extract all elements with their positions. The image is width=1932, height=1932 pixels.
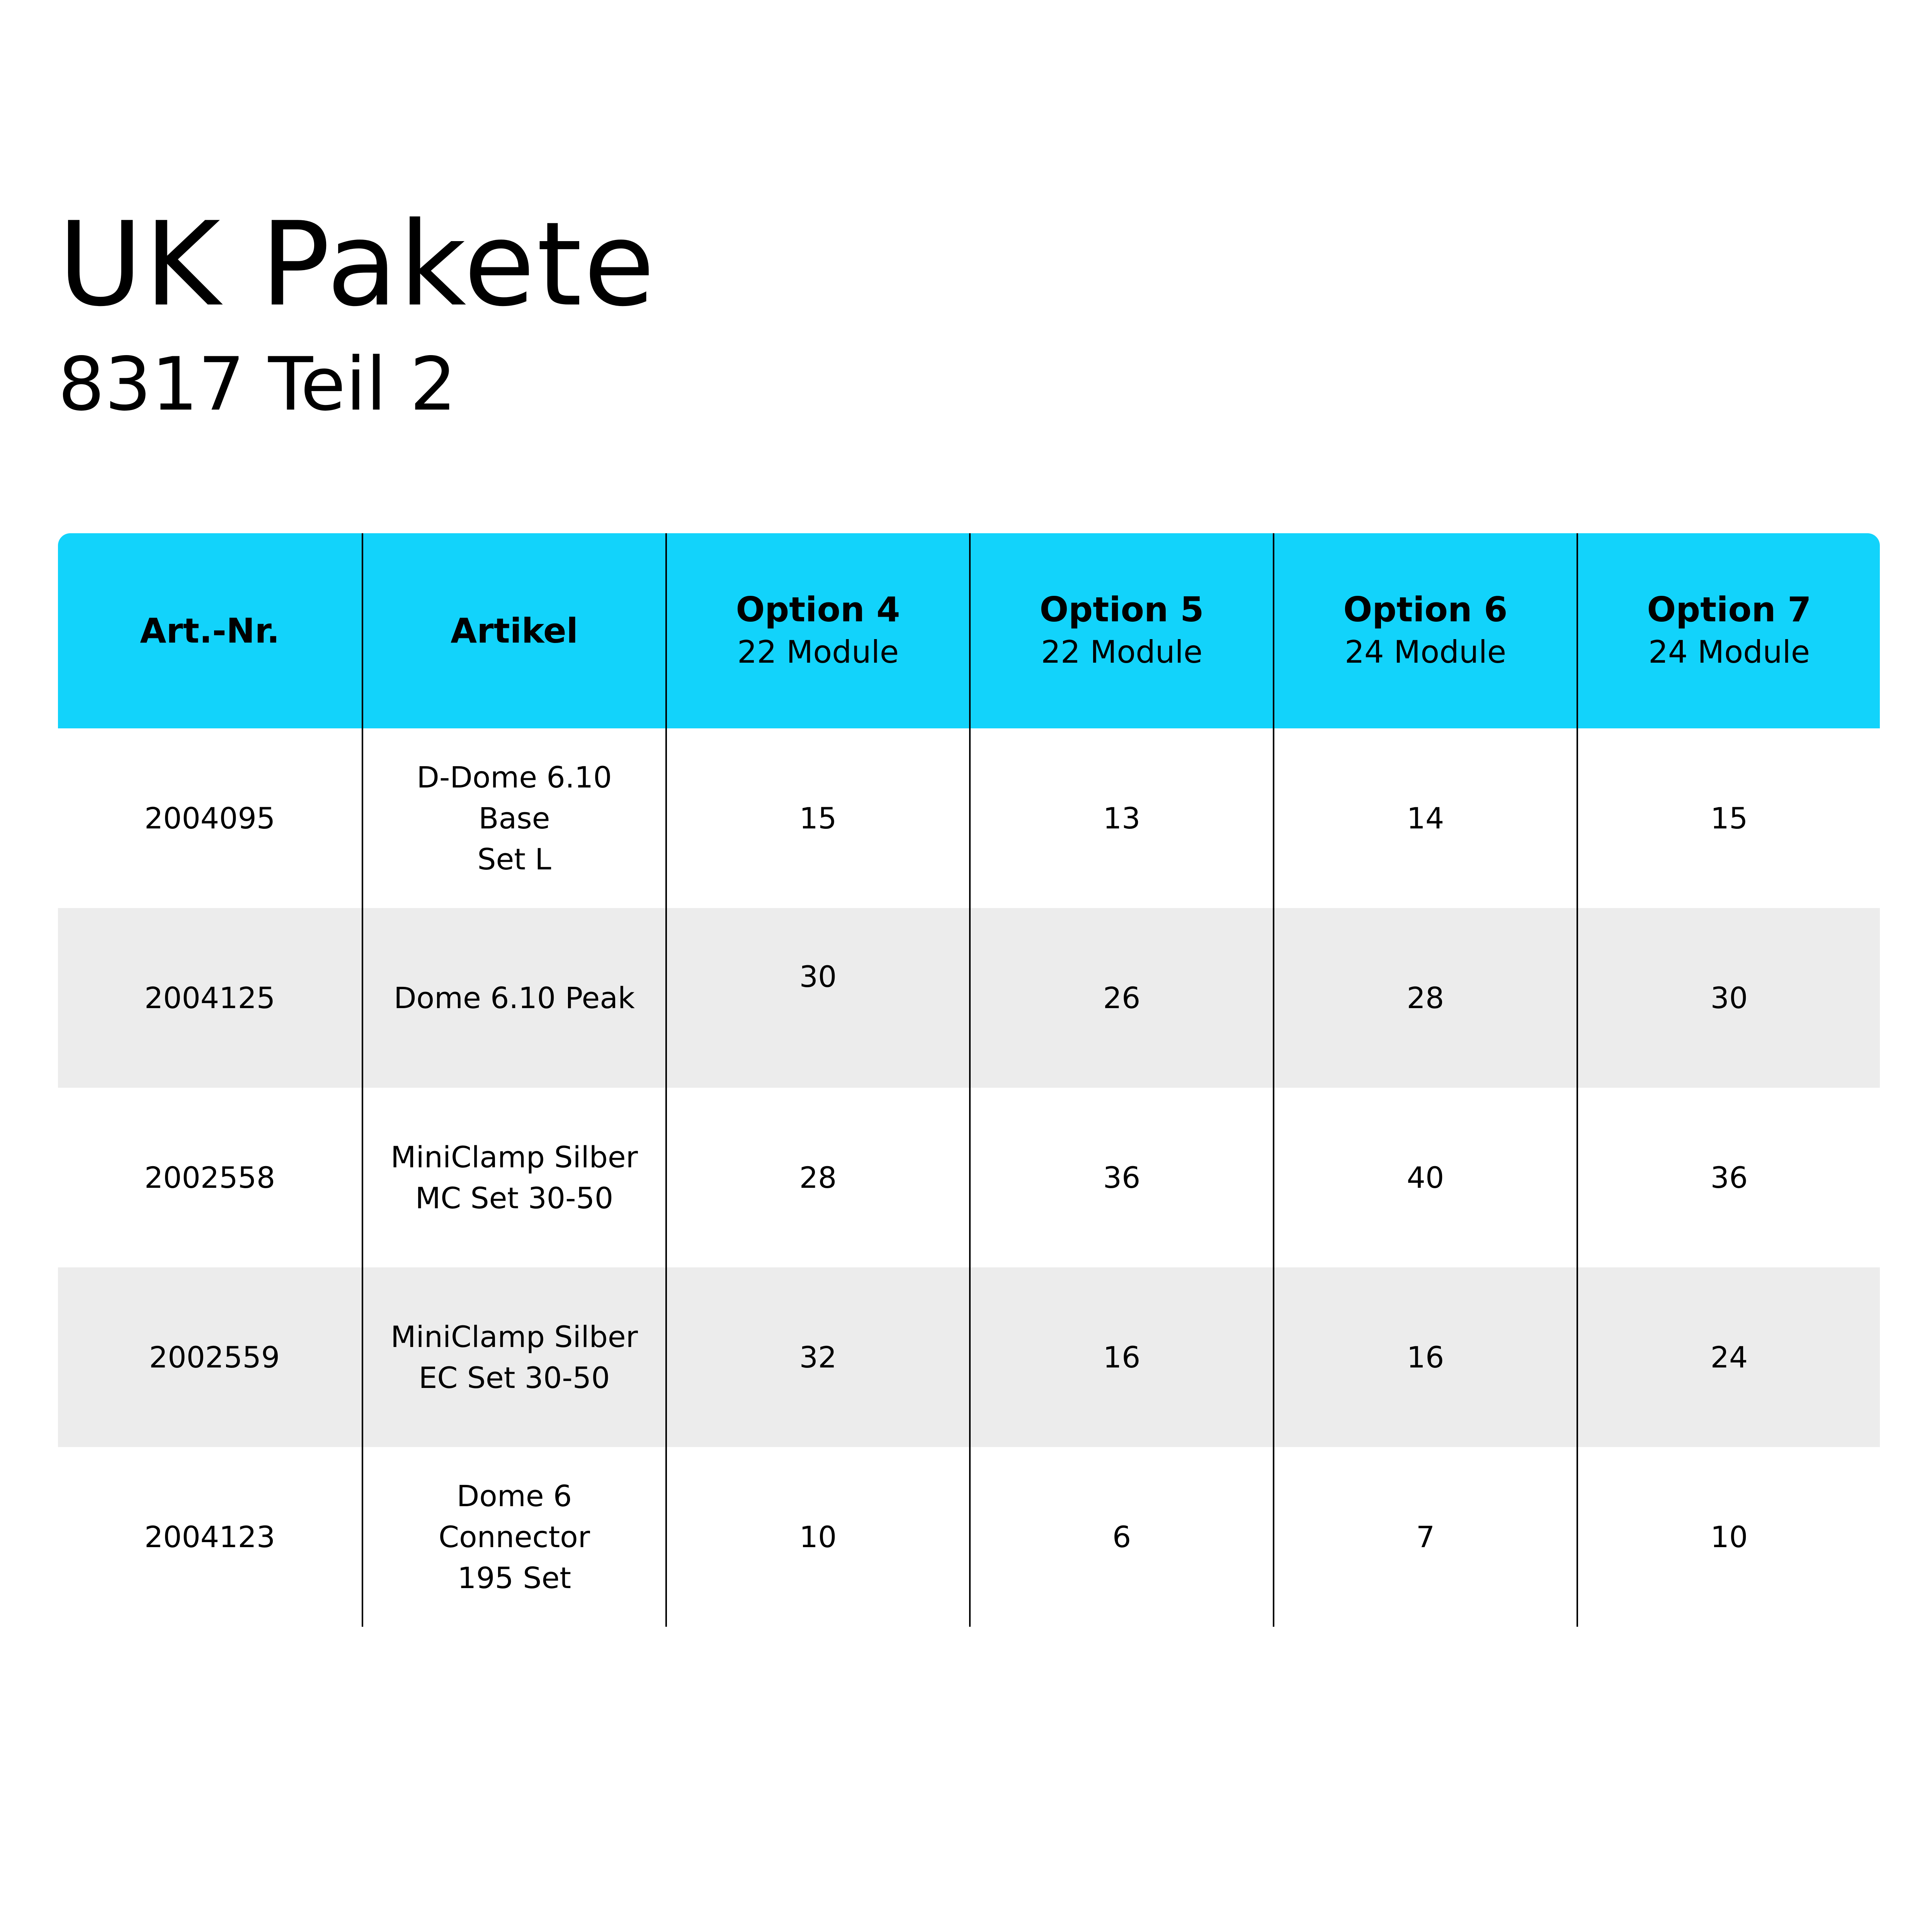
package-table xyxy=(58,533,1880,1627)
quantity-value: 10 xyxy=(1710,1519,1748,1554)
table-row xyxy=(58,908,1880,1088)
art-nr-value: 2004123 xyxy=(144,1519,276,1554)
header-art-nr xyxy=(58,533,362,728)
quantity-value: 30 xyxy=(1710,980,1748,1015)
header-option-5 xyxy=(969,533,1273,728)
table-row xyxy=(58,728,1880,908)
header-option-modules: 22 Module xyxy=(737,634,899,670)
option-6-cell xyxy=(1273,908,1577,1088)
option-5-cell xyxy=(969,728,1273,908)
quantity-value: 7 xyxy=(1416,1519,1435,1554)
artikel-cell xyxy=(362,1447,665,1627)
artikel-value: MiniClamp Silber EC Set 30-50 xyxy=(391,1319,638,1395)
option-5-cell xyxy=(969,1447,1273,1627)
quantity-value: 15 xyxy=(799,801,837,835)
art-nr-cell xyxy=(58,1088,362,1267)
artikel-cell xyxy=(362,908,665,1088)
header-option-label: Option 5 xyxy=(1039,589,1204,629)
option-6-cell xyxy=(1273,1088,1577,1267)
page-title: UK Pakete xyxy=(58,197,656,332)
quantity-value: 13 xyxy=(1103,801,1141,835)
option-7-cell xyxy=(1577,1447,1880,1627)
quantity-value: 26 xyxy=(1103,980,1141,1015)
quantity-value: 10 xyxy=(799,1519,837,1554)
artikel-cell xyxy=(362,1088,665,1267)
art-nr-value: 2002559 xyxy=(149,1340,280,1374)
quantity-value: 16 xyxy=(1406,1340,1444,1374)
quantity-value: 15 xyxy=(1710,801,1748,835)
quantity-value: 36 xyxy=(1710,1160,1748,1195)
header-option-modules: 24 Module xyxy=(1344,634,1507,670)
table-row xyxy=(58,1088,1880,1267)
table-header xyxy=(58,533,1880,728)
artikel-cell xyxy=(362,728,665,908)
option-4-cell xyxy=(665,1447,969,1627)
page-subtitle: 8317 Teil 2 xyxy=(58,342,457,427)
option-4-cell xyxy=(665,1088,969,1267)
option-5-cell xyxy=(969,1267,1273,1447)
option-7-cell xyxy=(1577,728,1880,908)
header-option-label: Option 6 xyxy=(1343,589,1508,629)
option-4-cell xyxy=(665,908,969,1088)
header-option-label: Option 4 xyxy=(736,589,900,629)
quantity-value: 40 xyxy=(1406,1160,1444,1195)
quantity-value: 32 xyxy=(799,1340,837,1374)
artikel-value: Dome 6.10 Peak xyxy=(394,980,635,1015)
quantity-value: 30 xyxy=(799,959,837,994)
header-option-7 xyxy=(1577,533,1880,728)
header-option-modules: 22 Module xyxy=(1041,634,1203,670)
quantity-value: 24 xyxy=(1710,1340,1748,1374)
option-5-cell xyxy=(969,1088,1273,1267)
header-option-modules: 24 Module xyxy=(1648,634,1810,670)
header-option-6 xyxy=(1273,533,1577,728)
header-option-4 xyxy=(665,533,969,728)
option-4-cell xyxy=(665,1267,969,1447)
option-7-cell xyxy=(1577,1267,1880,1447)
quantity-value: 16 xyxy=(1103,1340,1141,1374)
artikel-value: D-Dome 6.10 Base Set L xyxy=(417,760,612,876)
table-row xyxy=(58,1447,1880,1627)
art-nr-value: 2004095 xyxy=(144,801,276,835)
art-nr-value: 2004125 xyxy=(144,980,276,1015)
quantity-value: 14 xyxy=(1406,801,1444,835)
option-6-cell xyxy=(1273,1267,1577,1447)
quantity-value: 6 xyxy=(1112,1519,1131,1554)
quantity-value: 28 xyxy=(1406,980,1444,1015)
option-7-cell xyxy=(1577,1088,1880,1267)
header-artikel xyxy=(362,533,665,728)
option-6-cell xyxy=(1273,728,1577,908)
option-7-cell xyxy=(1577,908,1880,1088)
table-row xyxy=(58,1267,1880,1447)
art-nr-cell xyxy=(58,908,362,1088)
art-nr-cell xyxy=(58,1267,362,1447)
option-4-cell xyxy=(665,728,969,908)
option-5-cell xyxy=(969,908,1273,1088)
art-nr-cell xyxy=(58,1447,362,1627)
artikel-cell xyxy=(362,1267,665,1447)
artikel-value: Dome 6 Connector 195 Set xyxy=(439,1478,590,1595)
option-6-cell xyxy=(1273,1447,1577,1627)
art-nr-value: 2002558 xyxy=(144,1160,276,1195)
header-art-nr-label: Art.-Nr. xyxy=(140,611,280,651)
quantity-value: 28 xyxy=(799,1160,837,1195)
artikel-value: MiniClamp Silber MC Set 30-50 xyxy=(391,1139,638,1215)
header-option-label: Option 7 xyxy=(1647,589,1811,629)
header-artikel-label: Artikel xyxy=(451,611,578,651)
quantity-value: 36 xyxy=(1103,1160,1141,1195)
art-nr-cell xyxy=(58,728,362,908)
